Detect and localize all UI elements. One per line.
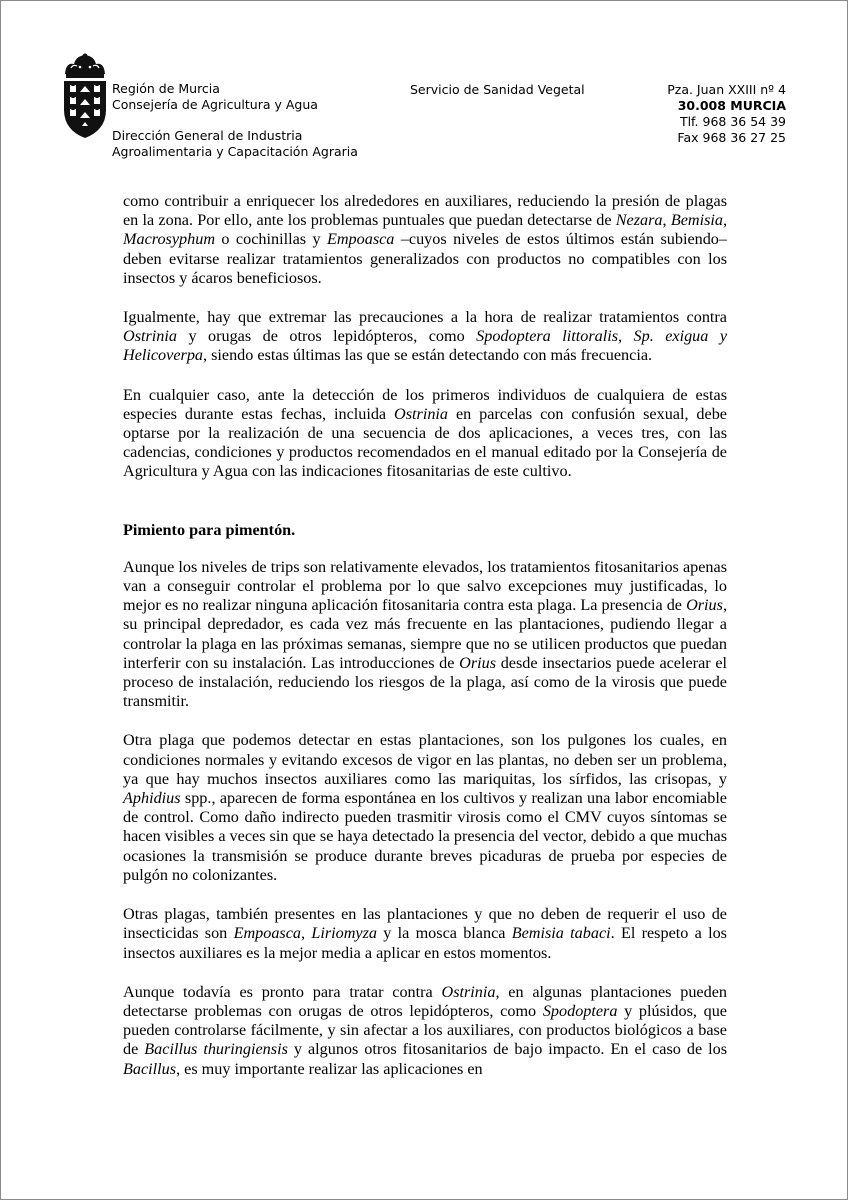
species-name: Ostrinia — [123, 327, 177, 346]
text: y plúsidos, que pueden controlarse fácilmente, y sin afectar a los auxiliares, con productos biológicos a base de — [123, 1001, 727, 1059]
text: Aunque los niveles de trips son relativamente elevados, los tratamientos fitosanitarios apenas van a conseguir controlar el problema por lo que salvo excepciones muy justificadas, lo mejor es no realizar ninguna aplicación fitosanitaria contra esta plaga. La presencia de — [123, 557, 727, 615]
text: y orugas de otros lepidópteros, como — [176, 327, 477, 346]
text: Igualmente, hay que extremar las precauciones a la hora de realizar tratamientos contra — [123, 308, 727, 327]
paragraph-5 — [123, 731, 727, 885]
species-name: Macrosyphum — [123, 230, 216, 249]
address-block — [667, 82, 786, 146]
text: , — [722, 211, 728, 230]
species-name: Aphidius — [123, 789, 181, 808]
text: . El respeto a los insectos auxiliares es la mejor media a aplicar en estos momentos. — [123, 924, 727, 962]
directorate-line-2: Agroalimentaria y Capacitación Agraria — [112, 144, 358, 159]
directorate-line-1: Dirección General de Industria — [112, 128, 303, 143]
section-heading: Pimiento para pimentón. — [123, 520, 296, 539]
org-department: Consejería de Agricultura y Agua — [112, 97, 318, 112]
service-name: Servicio de Sanidad Vegetal — [410, 82, 585, 97]
species-name: Ostrinia — [441, 982, 496, 1001]
text: o cochinillas y — [215, 230, 327, 249]
species-name: Orius — [459, 653, 497, 672]
species-name: Empoasca, Liriomyza — [233, 924, 377, 943]
paragraph-4 — [123, 558, 727, 712]
paragraph-3 — [123, 386, 727, 482]
address-fax: Fax 968 36 27 25 — [677, 130, 786, 145]
region-crest-logo — [60, 52, 110, 142]
species-name: Bacillus thuringiensis — [144, 1040, 288, 1059]
section-gap — [123, 502, 727, 521]
species-name: Empoasca — [326, 230, 395, 249]
address-phone: Tlf. 968 36 54 39 — [679, 114, 786, 129]
paragraph-7 — [123, 983, 727, 1079]
address-city: 30.008 MURCIA — [677, 98, 786, 113]
text: , en algunas plantaciones pueden detectarse problemas con orugas de otros lepidópteros, como — [123, 982, 727, 1020]
species-name: Orius — [686, 596, 723, 615]
text: spp., aparecen de forma espontánea en los cultivos y realizan una labor encomiable de control. Como daño indirecto pueden trasmitir virosis como el CMV cuyos síntomas se hacen visibles a veces sin que se haya detectado la presencia del vector, debido a que muchas ocasiones la transmisión se produce durante breves picaduras de prueba por especies de pulgón no colonizantes. — [123, 789, 727, 884]
text: Otra plaga que podemos detectar en estas plantaciones, son los pulgones los cuales, en condiciones normales y evitando excesos de vigor en las plantas, no deben ser un problema, ya que hay muchos insectos auxiliares como las mariquitas, los sírfidos, las crisopas, y — [123, 731, 727, 788]
text: desde insectarios puede acelerar el proceso de instalación, reduciendo los riesgos de la plaga, así como de la virosis que puede transmitir. — [123, 653, 727, 711]
paragraph-1 — [123, 192, 727, 288]
text: Otras plagas, también presentes en las plantaciones y que no deben de requerir el uso de insecticidas son — [123, 905, 727, 943]
species-name: Nezara — [615, 211, 663, 230]
species-name: Spodoptera — [542, 1001, 618, 1020]
text: , — [662, 211, 671, 230]
species-name: Ostrinia — [394, 404, 449, 423]
text: Aunque todavía es pronto para tratar contra — [123, 982, 442, 1001]
directorate-block — [112, 128, 358, 160]
org-region: Región de Murcia — [112, 81, 220, 96]
text: , su principal depredador, es cada vez más frecuente en las plantaciones, pudiendo llegar a controlar la plaga en las próximas semanas, siempre que no se utilicen productos que puedan interferir con su instalación. Las introducciones de — [123, 596, 727, 672]
species-name: Bemisia — [670, 211, 723, 230]
text: En cualquier caso, ante la detección de los primeros individuos de cualquiera de estas especies durante estas fechas, incluida — [123, 385, 727, 423]
text: –cuyos niveles de estos últimos están subiendo– deben evitarse realizar tratamientos generalizados con productos no compatibles con los insectos y ácaros beneficiosos. — [123, 230, 727, 287]
paragraph-6 — [123, 905, 727, 963]
species-name: Spodoptera littoralis, Sp. exigua y Helicoverpa — [123, 327, 727, 365]
address-street: Pza. Juan XXIII nº 4 — [667, 82, 786, 97]
text: como contribuir a enriquecer los alrededores en auxiliares, reduciendo la presión de plagas en la zona. Por ello, ante los problemas puntuales que puedan detectarse de — [123, 192, 727, 230]
document-body — [123, 192, 727, 1079]
text: , es muy importante realizar las aplicaciones en — [176, 1059, 483, 1078]
text: y algunos otros fitosanitarios de bajo impacto. En el caso de los — [287, 1040, 728, 1059]
text: , siendo estas últimas las que se están detectando con más frecuencia. — [203, 346, 653, 365]
organization-block — [112, 81, 318, 113]
paragraph-2 — [123, 308, 727, 366]
text: y la mosca blanca — [376, 924, 512, 943]
species-name: Bacillus — [123, 1059, 177, 1078]
text: en parcelas con confusión sexual, debe optarse por la realización de una secuencia de dos aplicaciones, a veces tres, con las cadencias, condiciones y productos recomendados en el manual editado por la Consejería de Agricultura y Agua con las indicaciones fitosanitarias de este cultivo. — [123, 404, 727, 481]
species-name: Bemisia tabaci — [511, 924, 611, 943]
